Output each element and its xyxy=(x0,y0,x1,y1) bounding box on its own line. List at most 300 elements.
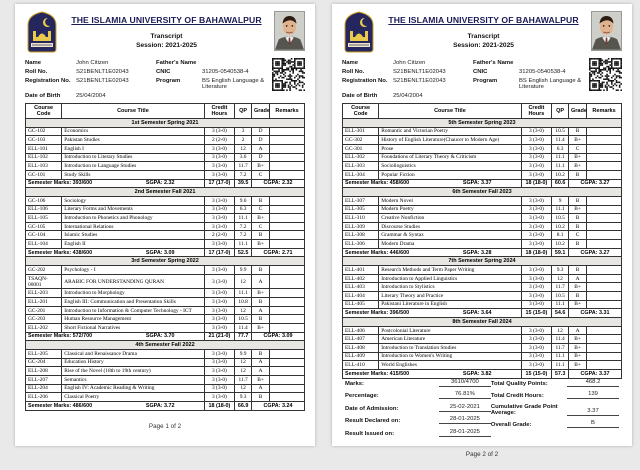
summary-row xyxy=(345,379,491,387)
course-code-cell: ELL-403 xyxy=(343,283,379,292)
credit-hours-cell: 3 (3-0) xyxy=(204,127,235,136)
column-header: Course Title xyxy=(379,104,521,119)
course-code-cell: ELL-102 xyxy=(26,153,62,162)
course-title-cell: English I xyxy=(62,144,204,153)
grade-cell: B xyxy=(251,231,269,240)
total-credits-cell: 18 (18-0) xyxy=(521,179,552,188)
column-header: Course Title xyxy=(62,104,204,119)
semester-marks-sgpa-cell xyxy=(343,248,522,257)
course-title-cell: Discourse Studies xyxy=(379,222,521,231)
course-row xyxy=(26,205,305,214)
semester-header-row xyxy=(343,118,622,127)
grade-cell: B+ xyxy=(251,324,269,333)
qp-cell: 11.1 xyxy=(552,361,569,370)
course-title-cell: English IV: Academic Reading & Writing xyxy=(62,384,204,393)
credit-hours-cell: 3 (3-0) xyxy=(204,324,235,333)
credit-hours-cell: 3 (3-0) xyxy=(521,266,552,275)
course-code-cell: ELL-408 xyxy=(343,344,379,353)
course-code-cell: ELL-405 xyxy=(343,300,379,309)
course-row xyxy=(26,240,305,249)
course-row xyxy=(26,315,305,324)
summary-row xyxy=(491,379,619,387)
course-row xyxy=(343,231,622,240)
course-code-cell: ELL-206 xyxy=(26,393,62,402)
semester-header-row xyxy=(343,257,622,266)
remarks-cell xyxy=(270,170,305,179)
credit-hours-cell: 3 (3-0) xyxy=(521,222,552,231)
course-code-cell: ELL-106 xyxy=(26,205,62,214)
summary-row xyxy=(345,404,491,412)
sgpa-value: SGPA: 3.64 xyxy=(462,310,492,317)
course-row xyxy=(26,289,305,298)
course-row xyxy=(26,153,305,162)
total-qp-cell: 54.6 xyxy=(552,309,569,318)
course-row xyxy=(26,231,305,240)
course-row xyxy=(26,306,305,315)
remarks-cell xyxy=(587,196,622,205)
grade-cell: D xyxy=(251,153,269,162)
course-row xyxy=(26,196,305,205)
course-code-cell: ELL-407 xyxy=(343,335,379,344)
registration-no-label: Registration No. xyxy=(342,78,388,84)
credit-hours-cell: 3 (3-0) xyxy=(521,352,552,361)
credit-hours-cell: 3 (3-0) xyxy=(204,196,235,205)
semester-total-row xyxy=(343,369,622,378)
course-row xyxy=(343,352,622,361)
qp-cell: 11.1 xyxy=(552,162,569,171)
remarks-cell xyxy=(587,144,622,153)
course-code-cell: ELL-205 xyxy=(26,350,62,359)
remarks-cell xyxy=(587,361,622,370)
grade-cell: D xyxy=(251,136,269,145)
grade-cell: A xyxy=(251,144,269,153)
remarks-cell xyxy=(270,205,305,214)
course-code-cell: GC-204 xyxy=(26,358,62,367)
column-header-row xyxy=(26,104,305,119)
transcript-page-2 xyxy=(332,4,632,458)
course-row xyxy=(26,358,305,367)
credit-hours-cell: 3 (3-0) xyxy=(204,306,235,315)
course-row xyxy=(343,222,622,231)
course-code-cell: GC-106 xyxy=(26,196,62,205)
program-value: BS English Language & Literature xyxy=(202,78,265,90)
course-row xyxy=(26,266,305,275)
course-row xyxy=(343,240,622,249)
course-code-cell: GC-201 xyxy=(26,306,62,315)
semester-header-row xyxy=(26,341,305,350)
course-code-cell: GC-202 xyxy=(26,266,62,275)
qp-cell: 11.1 xyxy=(552,205,569,214)
semester-marks-sgpa-cell xyxy=(26,401,205,410)
remarks-cell xyxy=(270,358,305,367)
semester-marks: Semester Marks: 396/500 xyxy=(345,310,410,317)
credit-hours-cell: 3 (3-0) xyxy=(204,367,235,376)
remarks-cell xyxy=(270,222,305,231)
course-code-cell: ELL-310 xyxy=(343,214,379,223)
cgpa-cell: CGPA: 3.31 xyxy=(568,309,621,318)
course-title-cell: Semantics xyxy=(62,375,204,384)
course-code-cell: ELL-409 xyxy=(343,352,379,361)
total-credits-cell: 18 (18-0) xyxy=(521,248,552,257)
course-title-cell: Sociology xyxy=(62,196,204,205)
summary-value: 76.81% xyxy=(439,391,491,399)
course-code-cell: ELL-101 xyxy=(26,144,62,153)
course-code-cell: GC-105 xyxy=(26,222,62,231)
remarks-cell xyxy=(587,170,622,179)
remarks-cell xyxy=(587,344,622,353)
grade-cell: B xyxy=(568,127,586,136)
grade-cell: B+ xyxy=(251,214,269,223)
course-title-cell: American Literature xyxy=(379,335,521,344)
semester-total-row xyxy=(343,248,622,257)
cgpa-cell: CGPA: 3.37 xyxy=(568,369,621,378)
grade-cell: C xyxy=(568,144,586,153)
course-table xyxy=(342,103,622,379)
grade-cell: B+ xyxy=(568,361,586,370)
semester-total-row xyxy=(343,179,622,188)
course-title-cell: Islamic Studies xyxy=(62,231,204,240)
course-row xyxy=(343,170,622,179)
remarks-cell xyxy=(270,384,305,393)
semester-marks-sgpa-cell xyxy=(343,309,522,318)
semester-total-row xyxy=(26,179,305,188)
remarks-cell xyxy=(270,367,305,376)
remarks-cell xyxy=(587,222,622,231)
total-credits-cell: 15 (15-0) xyxy=(521,309,552,318)
course-title-cell: Creative Nonfiction xyxy=(379,214,521,223)
course-code-cell: ELL-202 xyxy=(26,324,62,333)
qp-cell: 11.7 xyxy=(235,162,252,171)
credit-hours-cell: 3 (3-0) xyxy=(521,214,552,223)
qp-cell: 12 xyxy=(235,144,252,153)
course-title-cell: Short Fictional Narratives xyxy=(62,324,204,333)
course-code-cell: ELL-103 xyxy=(26,162,62,171)
student-info-grid xyxy=(342,58,585,99)
summary-value: B xyxy=(567,420,619,428)
remarks-cell xyxy=(270,306,305,315)
remarks-cell xyxy=(270,324,305,333)
remarks-cell xyxy=(587,136,622,145)
cgpa-cell: CGPA: 2.71 xyxy=(251,248,304,257)
remarks-cell xyxy=(270,393,305,402)
dob-label: Date of Birth xyxy=(342,93,378,99)
remarks-cell xyxy=(270,240,305,249)
grade-cell: D xyxy=(251,127,269,136)
qp-cell: 11.4 xyxy=(552,136,569,145)
semester-marks-sgpa-cell xyxy=(26,179,205,188)
qp-cell: 12 xyxy=(235,274,252,289)
grade-cell: C xyxy=(251,170,269,179)
semester-title: 3rd Semester Spring 2022 xyxy=(26,257,305,266)
qp-cell: 12 xyxy=(552,326,569,335)
semester-title: 1st Semester Spring 2021 xyxy=(26,118,305,127)
cgpa-cell: CGPA: 2.32 xyxy=(251,179,304,188)
course-code-cell: ELL-404 xyxy=(343,292,379,301)
summary-row xyxy=(345,429,491,437)
column-header: Course Code xyxy=(343,104,379,119)
course-code-cell: GC-102 xyxy=(26,127,62,136)
summary-label: Date of Admission: xyxy=(345,405,399,412)
course-table xyxy=(25,103,305,411)
remarks-cell xyxy=(270,289,305,298)
dob-value: 25/04/2004 xyxy=(76,93,106,99)
credit-hours-cell: 3 (3-0) xyxy=(204,162,235,171)
summary-label: Total Quality Points: xyxy=(490,380,548,387)
credit-hours-cell: 3 (3-0) xyxy=(204,144,235,153)
credit-hours-cell: 3 (3-0) xyxy=(521,153,552,162)
grade-cell: B xyxy=(251,350,269,359)
cnic-label: CNIC xyxy=(473,69,488,75)
qp-cell: 7.2 xyxy=(235,222,252,231)
course-title-cell: International Relations xyxy=(62,222,204,231)
course-row xyxy=(343,274,622,283)
column-header: Remarks xyxy=(270,104,305,119)
name-value: John Citizen xyxy=(76,60,109,66)
course-row xyxy=(26,214,305,223)
grade-cell: C xyxy=(251,222,269,231)
course-title-cell: Introduction to Stylistics xyxy=(379,283,521,292)
credit-hours-cell: 3 (3-0) xyxy=(204,384,235,393)
remarks-cell xyxy=(587,283,622,292)
remarks-cell xyxy=(587,153,622,162)
credit-hours-cell: 3 (3-0) xyxy=(204,153,235,162)
qp-cell: 10.2 xyxy=(552,240,569,249)
remarks-cell xyxy=(270,266,305,275)
qp-cell: 11.7 xyxy=(552,344,569,353)
remarks-cell xyxy=(270,350,305,359)
credit-hours-cell: 3 (3-0) xyxy=(204,222,235,231)
course-code-cell: ELL-401 xyxy=(343,266,379,275)
remarks-cell xyxy=(587,352,622,361)
course-row xyxy=(343,361,622,370)
qp-cell: 2 xyxy=(235,136,252,145)
course-row xyxy=(26,222,305,231)
remarks-cell xyxy=(587,205,622,214)
total-credits-cell: 21 (21-0) xyxy=(204,332,235,341)
cgpa-cell: CGPA: 3.27 xyxy=(568,179,621,188)
transcript-page-1 xyxy=(15,4,315,446)
grade-cell: A xyxy=(251,367,269,376)
course-code-cell: ELL-207 xyxy=(26,375,62,384)
header-titles xyxy=(59,11,274,49)
total-qp-cell: 60.6 xyxy=(552,179,569,188)
credit-hours-cell: 3 (3-0) xyxy=(521,205,552,214)
semester-title: 8th Semester Fall 2024 xyxy=(343,317,622,326)
course-code-cell: ELL-406 xyxy=(343,326,379,335)
qp-cell: 7.2 xyxy=(235,231,252,240)
course-title-cell: Study Skills xyxy=(62,170,204,179)
course-row xyxy=(343,205,622,214)
session-label: Session: 2021-2025 xyxy=(136,42,197,49)
credit-hours-cell: 3 (3-0) xyxy=(204,315,235,324)
course-row xyxy=(343,266,622,275)
course-title-cell: Pakistan Studies xyxy=(62,136,204,145)
course-row xyxy=(343,326,622,335)
semester-title: 7th Semester Spring 2024 xyxy=(343,257,622,266)
university-logo-icon xyxy=(342,11,376,53)
column-header: QP xyxy=(552,104,569,119)
registration-no-label: Registration No. xyxy=(25,78,71,84)
column-header: Credit Hours xyxy=(204,104,235,119)
semester-title: 4th Semester Fall 2022 xyxy=(26,341,305,350)
grade-cell: B+ xyxy=(568,335,586,344)
qp-cell: 10.2 xyxy=(552,170,569,179)
semester-header-row xyxy=(26,257,305,266)
qp-cell: 12 xyxy=(235,306,252,315)
course-code-cell: ELL-302 xyxy=(343,153,379,162)
grade-cell: A xyxy=(251,274,269,289)
semester-total-row xyxy=(26,401,305,410)
cnic-value: 31205-0540538-4 xyxy=(202,69,249,75)
course-code-cell: ELL-410 xyxy=(343,361,379,370)
course-row xyxy=(26,324,305,333)
student-photo xyxy=(591,11,622,51)
credit-hours-cell: 3 (3-0) xyxy=(204,266,235,275)
course-code-cell: ELL-104 xyxy=(26,240,62,249)
page-header xyxy=(342,11,622,53)
credit-hours-cell: 3 (3-0) xyxy=(521,292,552,301)
credit-hours-cell: 3 (3-0) xyxy=(204,358,235,367)
course-title-cell: Literary Forms and Movements xyxy=(62,205,204,214)
summary-label: Result Declared on: xyxy=(345,418,401,425)
summary-row xyxy=(491,404,619,416)
total-credits-cell: 17 (17-0) xyxy=(204,179,235,188)
cgpa-cell: CGPA: 3.09 xyxy=(251,332,304,341)
course-row xyxy=(343,283,622,292)
total-qp-cell: 66.9 xyxy=(235,401,252,410)
course-title-cell: Popular Fiction xyxy=(379,170,521,179)
father-name-label: Father's Name xyxy=(473,60,514,66)
qp-cell: 12 xyxy=(235,384,252,393)
course-title-cell: Postcolonial Literature xyxy=(379,326,521,335)
course-title-cell: Economics xyxy=(62,127,204,136)
qp-cell: 9 xyxy=(552,196,569,205)
remarks-cell xyxy=(270,315,305,324)
qp-cell: 12 xyxy=(235,367,252,376)
credit-hours-cell: 3 (3-0) xyxy=(204,214,235,223)
grade-cell: A xyxy=(251,306,269,315)
registration-no-value: S21BENLT1E02043 xyxy=(393,78,446,84)
course-title-cell: Prose xyxy=(379,144,521,153)
column-header-row xyxy=(343,104,622,119)
course-code-cell: ELL-204 xyxy=(26,384,62,393)
remarks-cell xyxy=(270,196,305,205)
student-photo xyxy=(274,11,305,51)
course-row xyxy=(26,367,305,376)
remarks-cell xyxy=(587,231,622,240)
semester-header-row xyxy=(343,188,622,197)
course-code-cell: ELL-308 xyxy=(343,231,379,240)
credit-hours-cell: 3 (3-0) xyxy=(204,289,235,298)
grade-cell: B+ xyxy=(568,283,586,292)
summary-label: Cumulative Grade Point Average: xyxy=(490,403,558,416)
roll-no-label: Roll No. xyxy=(342,69,365,75)
total-qp-cell: 39.5 xyxy=(235,179,252,188)
session-label: Session: 2021-2025 xyxy=(453,42,514,49)
total-qp-cell: 52.5 xyxy=(235,248,252,257)
semester-header-row xyxy=(343,317,622,326)
semester-title: 2nd Semester Fall 2021 xyxy=(26,188,305,197)
grade-cell: B+ xyxy=(568,352,586,361)
semester-marks-sgpa-cell xyxy=(343,179,522,188)
course-title-cell: ARABIC FOR UNDERSTANDING QURAN xyxy=(62,274,204,289)
sgpa-value: SGPA: 3.37 xyxy=(462,180,492,187)
cgpa-cell: CGPA: 3.24 xyxy=(251,401,304,410)
credit-hours-cell: 3 (3-0) xyxy=(521,335,552,344)
course-code-cell: ELL-105 xyxy=(26,214,62,223)
course-title-cell: Introduction to Language Studies xyxy=(62,162,204,171)
course-row xyxy=(26,298,305,307)
sgpa-value: SGPA: 3.09 xyxy=(145,249,175,256)
summary-row xyxy=(345,416,491,424)
credit-hours-cell: 3 (3-0) xyxy=(521,170,552,179)
credit-hours-cell: 3 (3-0) xyxy=(204,375,235,384)
column-header: QP xyxy=(235,104,252,119)
remarks-cell xyxy=(270,231,305,240)
summary-value: 139 xyxy=(567,391,619,399)
qp-cell: 8.1 xyxy=(552,231,569,240)
summary-label: Overall Grade: xyxy=(490,422,532,429)
grade-cell: A xyxy=(568,274,586,283)
grade-cell: B+ xyxy=(568,136,586,145)
course-row xyxy=(26,384,305,393)
course-title-cell: Introduction to Translation Studies xyxy=(379,344,521,353)
page-header xyxy=(25,11,305,53)
course-title-cell: Human Resource Management xyxy=(62,315,204,324)
course-code-cell: ELL-208 xyxy=(26,367,62,376)
grade-cell: B+ xyxy=(251,240,269,249)
semester-marks-sgpa-cell xyxy=(343,369,522,378)
grade-cell: B xyxy=(568,240,586,249)
course-title-cell: English III: Communication and Presentation Skills xyxy=(62,298,204,307)
remarks-cell xyxy=(587,127,622,136)
total-credits-cell: 17 (17-0) xyxy=(204,248,235,257)
course-row xyxy=(26,393,305,402)
summary-value: 3.37 xyxy=(567,408,619,416)
course-title-cell: Introduction to Literary Studies xyxy=(62,153,204,162)
credit-hours-cell: 3 (3-0) xyxy=(521,136,552,145)
semester-total-row xyxy=(26,332,305,341)
course-code-cell: GC-203 xyxy=(26,315,62,324)
grade-cell: B xyxy=(251,393,269,402)
qp-cell: 11.1 xyxy=(235,240,252,249)
course-row xyxy=(343,344,622,353)
course-code-cell: GC-104 xyxy=(26,231,62,240)
qp-cell: 9.6 xyxy=(235,196,252,205)
course-code-cell: GC-103 xyxy=(26,136,62,145)
credit-hours-cell: 3 (3-0) xyxy=(521,300,552,309)
course-row xyxy=(343,144,622,153)
qp-cell: 11.1 xyxy=(552,352,569,361)
course-title-cell: Sociolinguistics xyxy=(379,162,521,171)
credit-hours-cell: 3 (3-0) xyxy=(204,240,235,249)
course-row xyxy=(26,162,305,171)
course-row xyxy=(26,127,305,136)
course-title-cell: Introduction to Morphology xyxy=(62,289,204,298)
qp-cell: 10.8 xyxy=(235,298,252,307)
credit-hours-cell: 3 (3-0) xyxy=(204,274,235,289)
course-code-cell: TSAQN-00001 xyxy=(26,274,62,289)
course-row xyxy=(343,214,622,223)
sgpa-value: SGPA: 2.32 xyxy=(145,180,175,187)
roll-no-value: S21BENLT1E02043 xyxy=(393,69,446,75)
sgpa-value: SGPA: 3.28 xyxy=(462,249,492,256)
course-title-cell: Introduction to Phonetics and Phonology xyxy=(62,214,204,223)
credit-hours-cell: 3 (3-0) xyxy=(204,298,235,307)
qp-cell: 11.4 xyxy=(552,335,569,344)
course-row xyxy=(26,136,305,145)
semester-title: 6th Semester Fall 2023 xyxy=(343,188,622,197)
